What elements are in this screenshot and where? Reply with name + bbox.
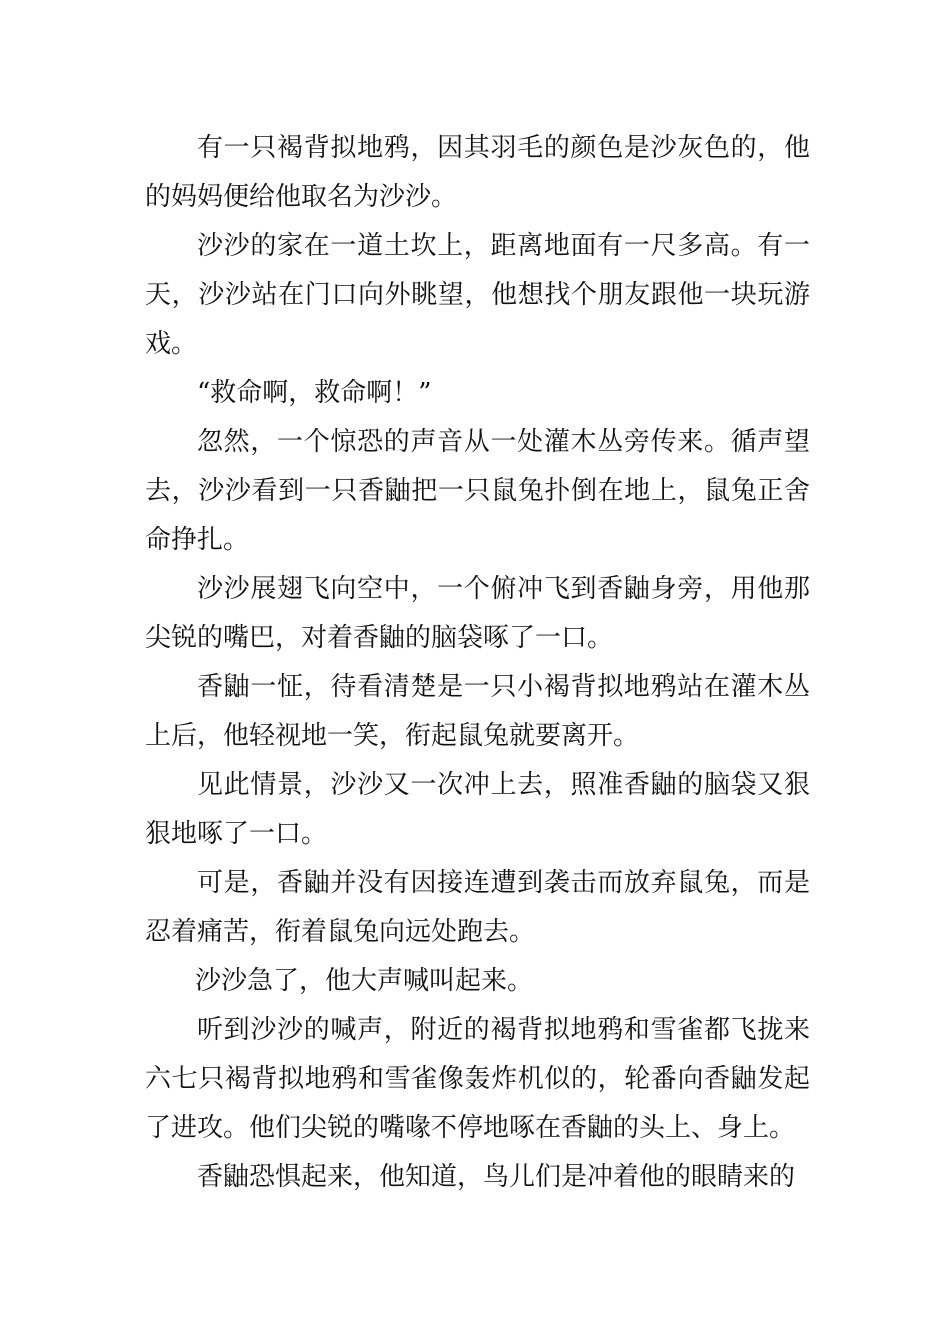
paragraph-10: 听到沙沙的喊声，附近的褐背拟地鸦和雪雀都飞拢来六七只褐背拟地鸦和雪雀像轰炸机似的，轮番向香鼬发起了进攻。他们尖锐的嘴喙不停地啄在香鼬的头上、身上。 xyxy=(145,1015,810,1143)
paragraph-6: 香鼬一怔，待看清楚是一只小褐背拟地鸦站在灌木丛上后，他轻视地一笑，衔起鼠兔就要离开。 xyxy=(145,672,810,751)
paragraph-2: 沙沙的家在一道土坎上，距离地面有一尺多高。有一天，沙沙站在门口向外眺望，他想找个朋友跟他一块玩游戏。 xyxy=(145,231,810,359)
paragraph-4: 忽然，一个惊恐的声音从一处灌木丛旁传来。循声望去，沙沙看到一只香鼬把一只鼠兔扑倒在地上，鼠兔正舍命挣扎。 xyxy=(145,427,810,555)
paragraph-5: 沙沙展翅飞向空中，一个俯冲飞到香鼬身旁，用他那尖锐的嘴巴，对着香鼬的脑袋啄了一口。 xyxy=(145,574,810,653)
paragraph-7: 见此情景，沙沙又一次冲上去，照准香鼬的脑袋又狠狠地啄了一口。 xyxy=(145,770,810,849)
paragraph-9: 沙沙急了，他大声喊叫起来。 xyxy=(195,966,534,996)
paragraph-8: 可是，香鼬并没有因接连遭到袭击而放弃鼠兔，而是忍着痛苦，衔着鼠兔向远处跑去。 xyxy=(145,868,810,947)
document-page xyxy=(145,124,810,1202)
paragraph-1: 有一只褐背拟地鸦，因其羽毛的颜色是沙灰色的，他的妈妈便给他取名为沙沙。 xyxy=(145,133,810,212)
paragraph-11: 香鼬恐惧起来，他知道，鸟儿们是冲着他的眼睛来的 xyxy=(197,1162,796,1192)
paragraph-3: “救命啊，救命啊！” xyxy=(197,378,432,408)
